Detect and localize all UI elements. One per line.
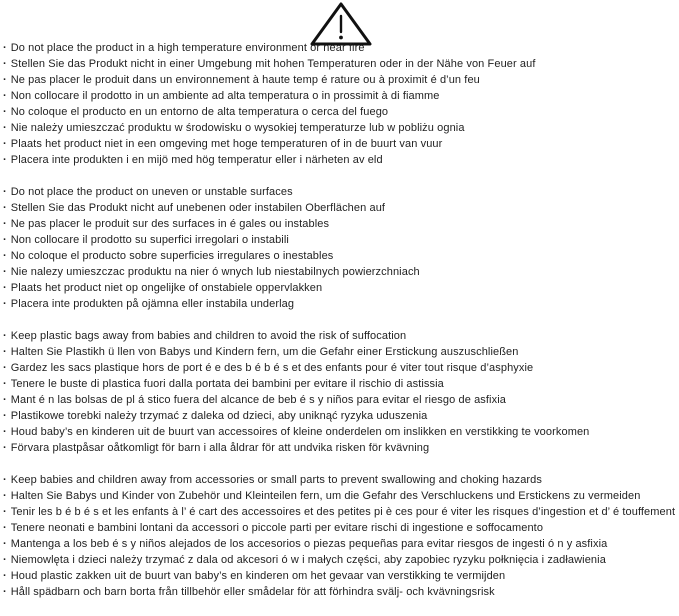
bullet: · bbox=[3, 330, 7, 342]
warning-line bbox=[3, 136, 679, 152]
warning-line-text: Placera inte produkten på ojämna eller instabila underlag bbox=[10, 298, 295, 310]
bullet: · bbox=[3, 202, 7, 214]
warning-line-text: Do not place the product on uneven or unstable surfaces bbox=[10, 186, 293, 198]
warning-line-text: Houd plastic zakken uit de buurt van baby’s en kinderen om het gevaar van verstikking te vermijden bbox=[10, 570, 506, 582]
bullet: · bbox=[3, 90, 7, 102]
warning-line bbox=[3, 232, 679, 248]
warning-line bbox=[3, 472, 679, 488]
warning-line-text: Keep plastic bags away from babies and children to avoid the risk of suffocation bbox=[10, 330, 407, 342]
warning-line bbox=[3, 408, 679, 424]
warnings-content bbox=[0, 40, 679, 616]
warning-line bbox=[3, 488, 679, 504]
warning-line bbox=[3, 88, 679, 104]
bullet: · bbox=[3, 186, 7, 198]
bullet: · bbox=[3, 474, 7, 486]
warning-line-text: No coloque el producto sobre superficies irregulares o inestables bbox=[10, 250, 334, 262]
warning-line-text: Tenere neonati e bambini lontani da accessori o piccole parti per evitare rischi di ingestione e soffocamento bbox=[10, 522, 544, 534]
warning-line bbox=[3, 584, 679, 600]
warning-line bbox=[3, 184, 679, 200]
warning-line-text: Nie należy umieszczać produktu w środowisku o wysokiej temperaturze lub w pobliżu ognia bbox=[10, 122, 465, 134]
warning-line bbox=[3, 504, 679, 520]
warning-line bbox=[3, 520, 679, 536]
warning-line bbox=[3, 104, 679, 120]
warning-line-text: Plastikowe torebki należy trzymać z daleka od dzieci, aby uniknąć ryzyka uduszenia bbox=[10, 410, 428, 422]
bullet: · bbox=[3, 394, 7, 406]
warning-line-text: Niemowlęta i dzieci należy trzymać z dala od akcesori ó w i małych części, aby zapobiec ryzyku połknięcia i zadławienia bbox=[10, 554, 606, 566]
bullet: · bbox=[3, 554, 7, 566]
warning-line-text: Placera inte produkten i en mijö med hög temperatur eller i närheten av eld bbox=[10, 154, 383, 166]
bullet: · bbox=[3, 426, 7, 438]
warning-line-text: Mant é n las bolsas de pl á stico fuera del alcance de beb é s y niños para evitar el riesgo de asfixia bbox=[10, 394, 506, 406]
warning-line bbox=[3, 280, 679, 296]
warning-line bbox=[3, 328, 679, 344]
warning-line-text: Keep babies and children away from accessories or small parts to prevent swallowing and choking hazards bbox=[10, 474, 543, 486]
warning-line-text: Nie nalezy umieszczac produktu na nier ó wnych lub niestabilnych powierzchniach bbox=[10, 266, 420, 278]
warning-line-text: Ne pas placer le produit sur des surfaces in é gales ou instables bbox=[10, 218, 330, 230]
warning-line bbox=[3, 344, 679, 360]
bullet: · bbox=[3, 442, 7, 454]
warning-line-text: No coloque el producto en un entorno de alta temperatura o cerca del fuego bbox=[10, 106, 389, 118]
bullet: · bbox=[3, 506, 7, 518]
bullet: · bbox=[3, 250, 7, 262]
bullet: · bbox=[3, 282, 7, 294]
warning-line bbox=[3, 72, 679, 88]
warning-line-text: Houd baby’s en kinderen uit de buurt van accessoires of kleine onderdelen om inslikken en verstikking te voorkomen bbox=[10, 426, 590, 438]
warning-line bbox=[3, 536, 679, 552]
warning-line bbox=[3, 248, 679, 264]
bullet: · bbox=[3, 298, 7, 310]
warning-line bbox=[3, 264, 679, 280]
warning-line-text: Mantenga a los beb é s y niños alejados de los accesorios o piezas pequeñas para evitar riesgos de ingesti ó n y asfixia bbox=[10, 538, 608, 550]
bullet: · bbox=[3, 154, 7, 166]
warning-line bbox=[3, 376, 679, 392]
bullet: · bbox=[3, 362, 7, 374]
warning-line bbox=[3, 392, 679, 408]
warning-line bbox=[3, 424, 679, 440]
bullet: · bbox=[3, 234, 7, 246]
bullet: · bbox=[3, 490, 7, 502]
bullet: · bbox=[3, 570, 7, 582]
warning-line-text: Plaats het product niet op ongelijke of onstabiele oppervlakken bbox=[10, 282, 323, 294]
warning-line-text: Non collocare il prodotto in un ambiente ad alta temperatura o in prossimit à di fiamme bbox=[10, 90, 440, 102]
warning-line-text: Tenere le buste di plastica fuori dalla portata dei bambini per evitare il rischio di astissia bbox=[10, 378, 444, 390]
warning-line-text: Tenir les b é b é s et les enfants à l’ é cart des accessoires et des petites pi è ces pour é viter les risques d’ingestion et d’ é touffement bbox=[10, 506, 676, 518]
bullet: · bbox=[3, 122, 7, 134]
warning-line-text: Förvara plastpåsar oåtkomligt för barn i alla åldrar för att undvika risken för kvävning bbox=[10, 442, 430, 454]
warning-line bbox=[3, 120, 679, 136]
bullet: · bbox=[3, 266, 7, 278]
warning-line bbox=[3, 200, 679, 216]
bullet: · bbox=[3, 346, 7, 358]
warning-line bbox=[3, 40, 679, 56]
warning-line bbox=[3, 360, 679, 376]
bullet: · bbox=[3, 378, 7, 390]
bullet: · bbox=[3, 538, 7, 550]
warning-line bbox=[3, 440, 679, 456]
bullet: · bbox=[3, 586, 7, 598]
warning-line-text: Do not place the product in a high temperature environment or near fire bbox=[10, 42, 365, 54]
warning-line bbox=[3, 152, 679, 168]
bullet: · bbox=[3, 138, 7, 150]
bullet: · bbox=[3, 522, 7, 534]
warning-section-unstable-surface-warning bbox=[3, 184, 679, 312]
warning-line-text: Halten Sie Plastikh ü llen von Babys und Kindern fern, um die Gefahr einer Erstickung auszuschließen bbox=[10, 346, 519, 358]
warning-line bbox=[3, 568, 679, 584]
bullet: · bbox=[3, 42, 7, 54]
warning-line-text: Ne pas placer le produit dans un environnement à haute temp é rature ou à proximit é d’un feu bbox=[10, 74, 480, 86]
bullet: · bbox=[3, 74, 7, 86]
warning-line-text: Halten Sie Babys und Kinder von Zubehör und Kleinteilen fern, um die Gefahr des Verschluckens und Erstickens zu vermeiden bbox=[10, 490, 641, 502]
warning-line-text: Non collocare il prodotto su superfici irregolari o instabili bbox=[10, 234, 289, 246]
warning-section-plastic-bag-suffocation-warning bbox=[3, 328, 679, 456]
bullet: · bbox=[3, 58, 7, 70]
bullet: · bbox=[3, 410, 7, 422]
bullet: · bbox=[3, 218, 7, 230]
warning-line bbox=[3, 296, 679, 312]
warning-line-text: Håll spädbarn och barn borta från tillbehör eller smådelar för att förhindra svälj- och kvävningsrisk bbox=[10, 586, 495, 598]
warning-line-text: Stellen Sie das Produkt nicht auf unebenen oder instabilen Oberflächen auf bbox=[10, 202, 386, 214]
warning-line-text: Plaats het product niet in een omgeving met hoge temperaturen of in de buurt van vuur bbox=[10, 138, 443, 150]
bullet: · bbox=[3, 106, 7, 118]
warning-section-small-parts-choking-warning bbox=[3, 472, 679, 600]
warning-line bbox=[3, 552, 679, 568]
warning-section-high-temperature-warning bbox=[3, 40, 679, 168]
warning-line bbox=[3, 56, 679, 72]
warning-line-text: Stellen Sie das Produkt nicht in einer Umgebung mit hohen Temperaturen oder in der Nähe von Feuer auf bbox=[10, 58, 536, 70]
warning-line bbox=[3, 216, 679, 232]
warning-line-text: Gardez les sacs plastique hors de port é e des b é b é s et des enfants pour é viter tout risque d’asphyxie bbox=[10, 362, 534, 374]
